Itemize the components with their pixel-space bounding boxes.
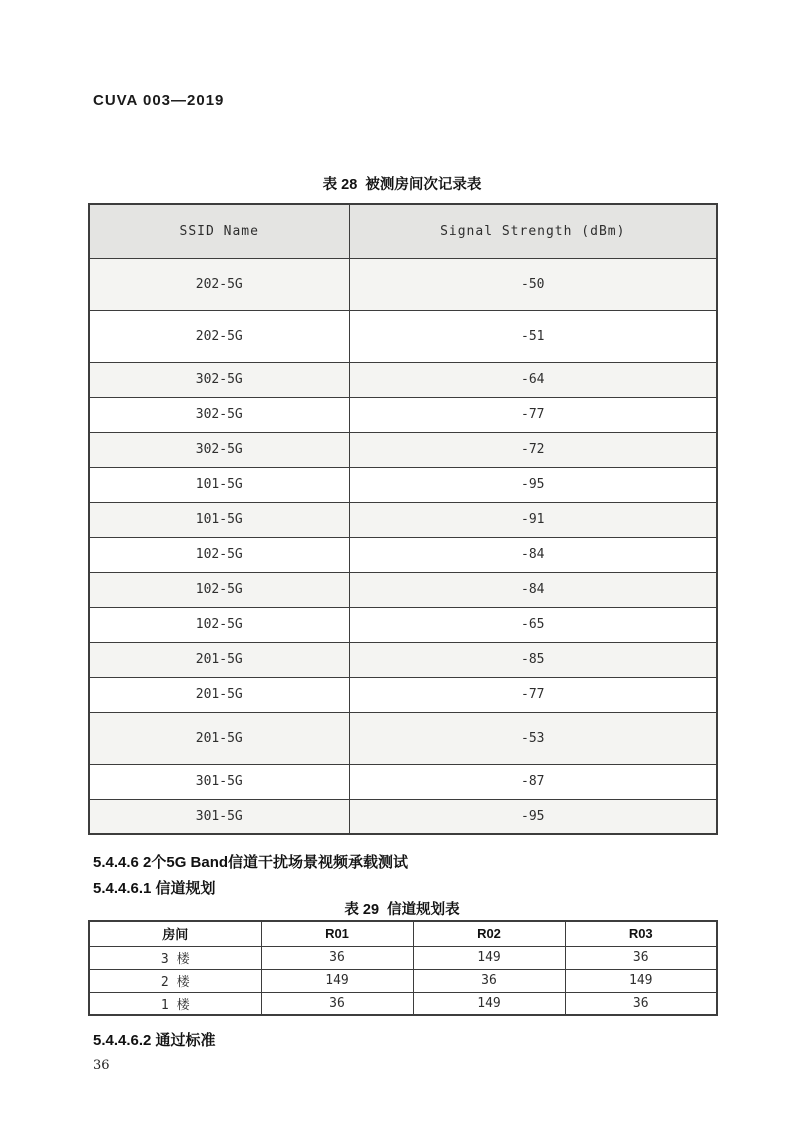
signal-strength-cell: -72: [349, 432, 717, 467]
signal-strength-cell: -77: [349, 677, 717, 712]
table-row: [89, 362, 717, 397]
column-header-r01: R01: [261, 921, 413, 946]
table-row: [89, 712, 717, 764]
column-header-ssid-name: SSID Name: [89, 204, 349, 258]
ssid-cell: 301-5G: [89, 764, 349, 799]
page-number: 36: [93, 1058, 110, 1073]
table29-caption: 表 29 信道规划表: [344, 902, 460, 918]
column-header-r02: R02: [413, 921, 565, 946]
table-row: [89, 537, 717, 572]
room-cell: 3 楼: [89, 946, 261, 969]
ssid-cell: 101-5G: [89, 467, 349, 502]
table29-header-row: [89, 921, 717, 946]
signal-strength-cell: -84: [349, 572, 717, 607]
channel-cell: 149: [565, 969, 717, 992]
table28-body: [89, 258, 717, 834]
channel-cell: 36: [261, 946, 413, 969]
ssid-cell: 102-5G: [89, 537, 349, 572]
channel-cell: 36: [413, 969, 565, 992]
ssid-cell: 101-5G: [89, 502, 349, 537]
doc-code: CUVA 003—2019: [93, 92, 225, 109]
ssid-cell: 301-5G: [89, 799, 349, 834]
channel-cell: 36: [565, 946, 717, 969]
column-header-signal-strength: Signal Strength (dBm): [349, 204, 717, 258]
table29-body: [89, 946, 717, 1015]
section-heading-5-4-4-6-1: 5.4.4.6.1 信道规划: [93, 880, 216, 897]
channel-cell: 149: [261, 969, 413, 992]
table-row: [89, 467, 717, 502]
column-header-r03: R03: [565, 921, 717, 946]
ssid-cell: 202-5G: [89, 310, 349, 362]
ssid-cell: 302-5G: [89, 432, 349, 467]
table-row: [89, 799, 717, 834]
table-row: [89, 992, 717, 1015]
room-cell: 2 楼: [89, 969, 261, 992]
table-row: [89, 607, 717, 642]
table-row: [89, 969, 717, 992]
table28-caption: 表 28 被测房间次记录表: [322, 177, 482, 193]
table-row: [89, 677, 717, 712]
table-row: [89, 432, 717, 467]
ssid-cell: 302-5G: [89, 362, 349, 397]
signal-strength-cell: -53: [349, 712, 717, 764]
table-row: [89, 397, 717, 432]
table-row: [89, 258, 717, 310]
ssid-cell: 201-5G: [89, 677, 349, 712]
signal-strength-cell: -87: [349, 764, 717, 799]
table-row: [89, 946, 717, 969]
table28-header-row: [89, 204, 717, 258]
signal-strength-cell: -77: [349, 397, 717, 432]
ssid-cell: 102-5G: [89, 607, 349, 642]
ssid-cell: 201-5G: [89, 642, 349, 677]
signal-strength-cell: -64: [349, 362, 717, 397]
channel-cell: 36: [565, 992, 717, 1015]
table-row: [89, 310, 717, 362]
signal-strength-cell: -50: [349, 258, 717, 310]
table29-channel-plan: [88, 920, 718, 1016]
channel-cell: 149: [413, 992, 565, 1015]
ssid-cell: 201-5G: [89, 712, 349, 764]
table-row: [89, 502, 717, 537]
column-header-room: 房间: [89, 921, 261, 946]
room-cell: 1 楼: [89, 992, 261, 1015]
ssid-cell: 302-5G: [89, 397, 349, 432]
channel-cell: 149: [413, 946, 565, 969]
signal-strength-cell: -65: [349, 607, 717, 642]
table-row: [89, 642, 717, 677]
section-heading-5-4-4-6-2: 5.4.4.6.2 通过标准: [93, 1032, 216, 1049]
section-heading-5-4-4-6: 5.4.4.6 2个5G Band信道干扰场景视频承载测试: [93, 854, 409, 871]
ssid-cell: 102-5G: [89, 572, 349, 607]
signal-strength-cell: -91: [349, 502, 717, 537]
signal-strength-cell: -85: [349, 642, 717, 677]
table28-ssid-signal: [88, 203, 718, 835]
ssid-cell: 202-5G: [89, 258, 349, 310]
signal-strength-cell: -95: [349, 799, 717, 834]
table-row: [89, 764, 717, 799]
signal-strength-cell: -51: [349, 310, 717, 362]
table-row: [89, 572, 717, 607]
signal-strength-cell: -95: [349, 467, 717, 502]
channel-cell: 36: [261, 992, 413, 1015]
signal-strength-cell: -84: [349, 537, 717, 572]
